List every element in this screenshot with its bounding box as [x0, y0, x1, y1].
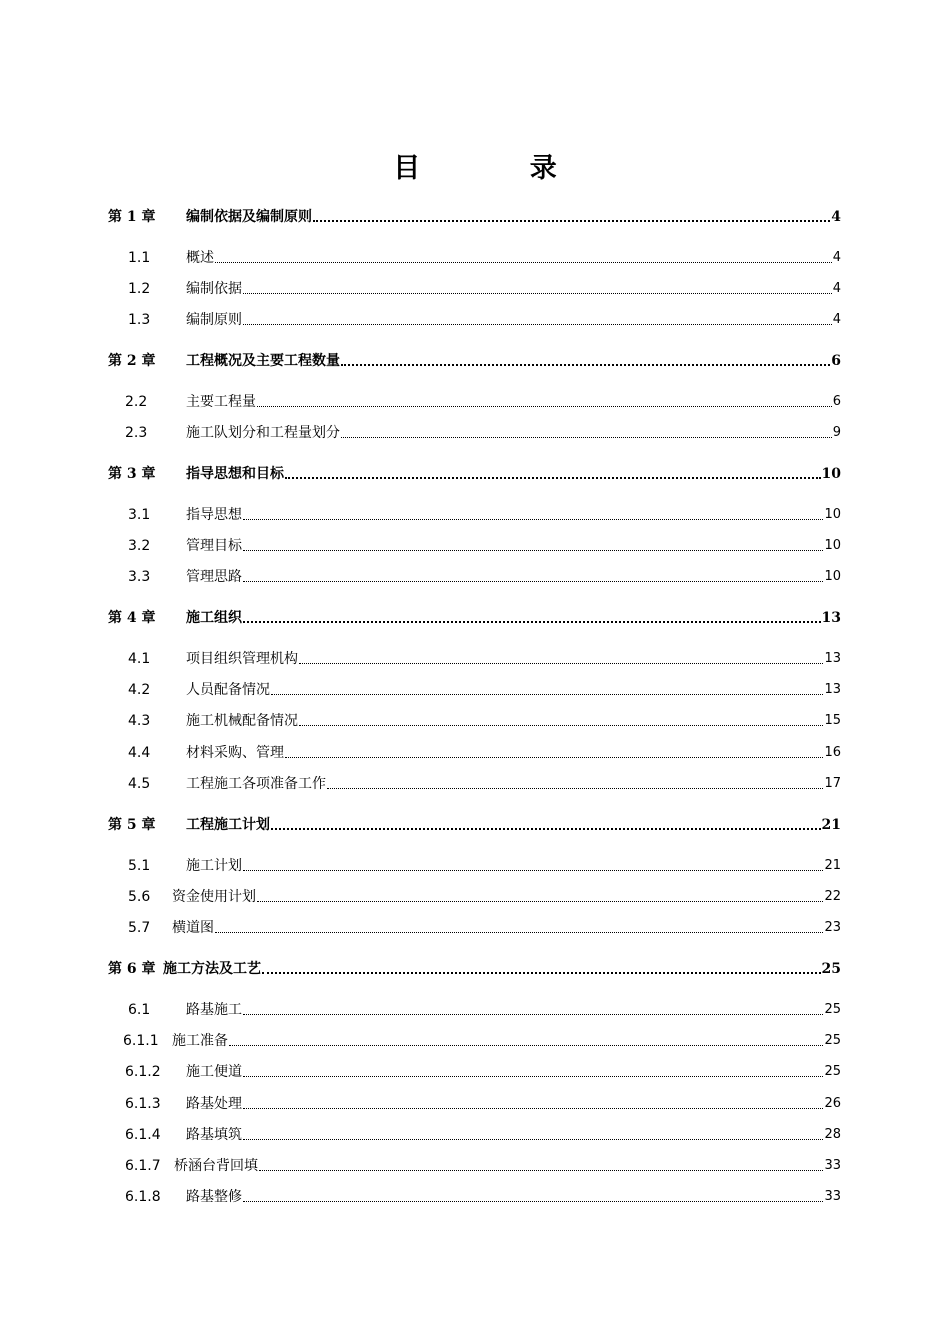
entry-title: 指导思想 [186, 507, 242, 523]
toc-section-entry[interactable] [108, 390, 841, 410]
entry-page-number: 4 [832, 250, 841, 265]
dot-leader [341, 436, 832, 438]
entry-page-number: 4 [832, 281, 841, 296]
toc-section-entry[interactable] [108, 741, 841, 761]
entry-page-number: 25 [821, 961, 841, 977]
toc-section-entry[interactable] [108, 246, 841, 266]
dot-leader [327, 787, 823, 789]
dot-leader [243, 1107, 823, 1109]
dot-leader [271, 827, 821, 830]
toc-section-entry[interactable] [108, 885, 841, 905]
dot-leader [243, 1013, 823, 1015]
entry-number: 3.3 [128, 569, 151, 585]
entry-number: 3.2 [128, 538, 151, 554]
entry-page-number: 22 [824, 889, 841, 904]
toc-chapter-entry[interactable] [108, 606, 841, 626]
entry-title: 指导思想和目标 [186, 466, 284, 482]
entry-title: 工程施工计划 [186, 817, 270, 833]
toc-chapter-entry[interactable] [108, 957, 841, 977]
entry-page-number: 16 [824, 745, 841, 760]
entry-number: 第 4 章 [108, 610, 156, 626]
toc-section-entry[interactable] [108, 565, 841, 585]
entry-title: 资金使用计划 [172, 889, 256, 905]
entry-page-number: 26 [824, 1096, 841, 1111]
entry-number: 6.1.3 [125, 1096, 161, 1112]
entry-page-number: 28 [824, 1127, 841, 1142]
dot-leader [271, 693, 823, 695]
toc-section-entry[interactable] [108, 709, 841, 729]
entry-page-number: 15 [824, 713, 841, 728]
entry-title: 编制依据及编制原则 [186, 209, 312, 225]
entry-title: 编制依据 [186, 281, 242, 297]
toc-section-entry[interactable] [108, 772, 841, 792]
toc-section-entry[interactable] [108, 1154, 841, 1174]
entry-number: 第 5 章 [108, 817, 156, 833]
entry-title: 主要工程量 [186, 394, 256, 410]
entry-title: 施工组织 [186, 610, 242, 626]
toc-section-entry[interactable] [108, 534, 841, 554]
entry-page-number: 23 [824, 920, 841, 935]
toc-section-entry[interactable] [108, 916, 841, 936]
entry-page-number: 33 [824, 1189, 841, 1204]
entry-page-number: 10 [824, 507, 841, 522]
entry-number: 1.1 [128, 250, 151, 266]
dot-leader [257, 405, 832, 407]
toc-section-entry[interactable] [108, 1123, 841, 1143]
entry-page-number: 13 [824, 651, 841, 666]
dot-leader [243, 580, 823, 582]
dot-leader [341, 363, 830, 366]
entry-number: 5.1 [128, 858, 151, 874]
dot-leader [215, 931, 823, 933]
page-title: 目 录 [393, 153, 607, 184]
toc-chapter-entry[interactable] [108, 813, 841, 833]
toc-section-entry[interactable] [108, 678, 841, 698]
entry-number: 2.3 [125, 425, 148, 441]
toc-section-entry[interactable] [108, 308, 841, 328]
dot-leader [299, 724, 823, 726]
entry-number: 第 1 章 [108, 209, 156, 225]
dot-leader [259, 1169, 823, 1171]
entry-number: 6.1.4 [125, 1127, 161, 1143]
dot-leader [257, 900, 823, 902]
entry-title: 工程施工各项准备工作 [186, 776, 326, 792]
dot-leader [299, 662, 823, 664]
dot-leader [243, 549, 823, 551]
entry-page-number: 21 [821, 817, 841, 833]
entry-title: 施工准备 [172, 1033, 228, 1049]
entry-number: 4.5 [128, 776, 151, 792]
entry-title: 编制原则 [186, 312, 242, 328]
entry-page-number: 13 [821, 610, 841, 626]
dot-leader [215, 261, 832, 263]
toc-section-entry[interactable] [108, 1060, 841, 1080]
entry-title: 路基施工 [186, 1002, 242, 1018]
entry-title: 桥涵台背回填 [174, 1158, 258, 1174]
toc-section-entry[interactable] [108, 854, 841, 874]
toc-section-entry[interactable] [108, 1092, 841, 1112]
entry-number: 第 6 章 [108, 961, 156, 977]
toc-chapter-entry[interactable] [108, 462, 841, 482]
dot-leader [243, 620, 821, 623]
entry-number: 4.1 [128, 651, 151, 667]
toc-section-entry[interactable] [108, 1029, 841, 1049]
entry-number: 4.4 [128, 745, 151, 761]
toc-section-entry[interactable] [108, 503, 841, 523]
entry-page-number: 21 [824, 858, 841, 873]
entry-page-number: 4 [831, 209, 841, 225]
entry-page-number: 33 [824, 1158, 841, 1173]
dot-leader [243, 1138, 823, 1140]
entry-number: 4.3 [128, 713, 151, 729]
toc-section-entry[interactable] [108, 998, 841, 1018]
entry-title: 项目组织管理机构 [186, 651, 298, 667]
dot-leader [243, 1075, 823, 1077]
entry-number: 4.2 [128, 682, 151, 698]
entry-title: 施工便道 [186, 1064, 242, 1080]
entry-number: 6.1.1 [123, 1033, 159, 1049]
dot-leader [243, 518, 823, 520]
dot-leader [262, 971, 821, 974]
toc-chapter-entry[interactable] [108, 349, 841, 369]
entry-page-number: 13 [824, 682, 841, 697]
entry-title: 管理目标 [186, 538, 242, 554]
dot-leader [229, 1044, 823, 1046]
entry-number: 1.2 [128, 281, 151, 297]
entry-title: 概述 [186, 250, 214, 266]
toc-section-entry[interactable] [108, 421, 841, 441]
entry-page-number: 6 [831, 353, 841, 369]
entry-title: 材料采购、管理 [186, 745, 284, 761]
entry-title: 路基整修 [186, 1189, 242, 1205]
entry-title: 施工计划 [186, 858, 242, 874]
toc-section-entry[interactable] [108, 277, 841, 297]
entry-title: 人员配备情况 [186, 682, 270, 698]
entry-number: 2.2 [125, 394, 148, 410]
entry-number: 1.3 [128, 312, 151, 328]
toc-section-entry[interactable] [108, 1185, 841, 1205]
toc-chapter-entry[interactable] [108, 205, 841, 225]
entry-number: 5.6 [128, 889, 151, 905]
dot-leader [313, 219, 830, 222]
entry-title: 工程概况及主要工程数量 [186, 353, 340, 369]
entry-page-number: 10 [824, 538, 841, 553]
dot-leader [243, 292, 832, 294]
entry-page-number: 6 [832, 394, 841, 409]
entry-number: 6.1.7 [125, 1158, 161, 1174]
entry-number: 6.1.2 [125, 1064, 161, 1080]
entry-number: 第 2 章 [108, 353, 156, 369]
entry-title: 施工队划分和工程量划分 [186, 425, 340, 441]
entry-number: 6.1.8 [125, 1189, 161, 1205]
dot-leader [243, 323, 832, 325]
entry-title: 路基处理 [186, 1096, 242, 1112]
entry-page-number: 25 [824, 1064, 841, 1079]
entry-page-number: 25 [824, 1033, 841, 1048]
entry-page-number: 10 [824, 569, 841, 584]
entry-number: 3.1 [128, 507, 151, 523]
entry-title: 横道图 [172, 920, 214, 936]
entry-title: 路基填筑 [186, 1127, 242, 1143]
dot-leader [243, 1200, 823, 1202]
entry-page-number: 9 [832, 425, 841, 440]
dot-leader [285, 476, 821, 479]
entry-number: 5.7 [128, 920, 151, 936]
entry-title: 施工机械配备情况 [186, 713, 298, 729]
entry-title: 管理思路 [186, 569, 242, 585]
dot-leader [285, 756, 823, 758]
entry-title: 施工方法及工艺 [163, 961, 261, 977]
entry-page-number: 4 [832, 312, 841, 327]
entry-page-number: 10 [821, 466, 841, 482]
dot-leader [243, 869, 823, 871]
entry-number: 6.1 [128, 1002, 151, 1018]
toc-section-entry[interactable] [108, 647, 841, 667]
entry-page-number: 25 [824, 1002, 841, 1017]
entry-number: 第 3 章 [108, 466, 156, 482]
entry-page-number: 17 [824, 776, 841, 791]
